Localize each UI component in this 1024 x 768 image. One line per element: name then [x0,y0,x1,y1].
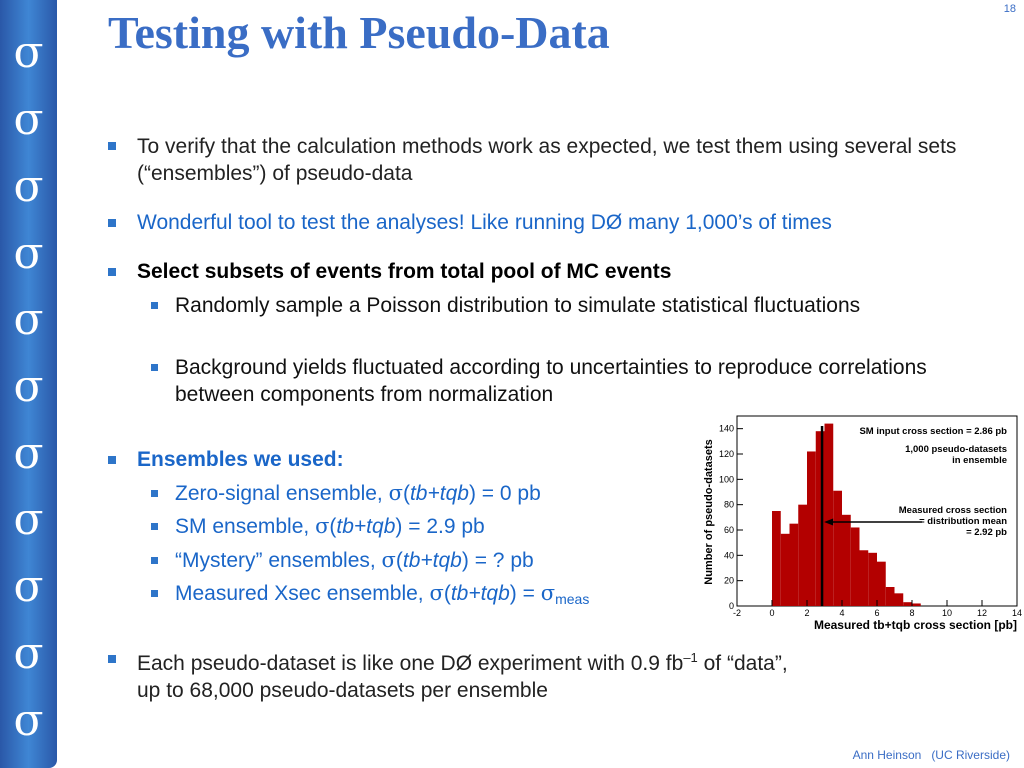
histogram-bar [860,550,869,606]
sub-bullet-background-yields: Background yields fluctuated according to uncertainties to reproduce correlations between components from normalization [175,356,927,406]
y-tick-label: 140 [718,423,734,434]
sub-bullet-square-icon [151,302,158,309]
x-tick-label: 10 [941,608,953,618]
ensemble-zero-signal: Zero-signal ensemble, σ(tb+tqb) = 0 pb [175,481,541,505]
sub-bullet-square-icon [151,490,158,497]
ensemble-mystery: “Mystery” ensembles, σ(tb+tqb) = ? pb [175,548,534,572]
histogram-bar [851,527,860,606]
page-number: 18 [1003,3,1016,15]
bullet-select-subsets: Select subsets of events from total pool of MC events [137,260,672,283]
bullet-pseudo-dataset-line1: Each pseudo-dataset is like one DØ experiment with 0.9 $fb^{-1}$ of “data”, [137,650,788,675]
sigma-icon: σ [13,628,44,679]
sub-bullet-square-icon [151,364,158,371]
sigma-icon: σ [13,695,44,746]
sigma-icon: σ [13,428,44,479]
x-tick-label: 8 [909,608,915,618]
sub-bullet-square-icon [151,557,158,564]
histogram-bar [895,593,904,606]
y-tick-label: 100 [718,474,734,485]
histogram-bar [772,511,781,606]
sigma-icon: σ [13,27,44,78]
histogram-bar [825,424,834,606]
y-tick-label: 20 [723,575,734,586]
footer [853,748,1010,762]
sigma-icon: σ [13,228,44,279]
y-tick-label: 0 [728,601,734,611]
bullet-wonderful-tool: Wonderful tool to test the analyses! Like running DØ many 1,000’s of times [137,211,832,234]
histogram-bar [781,534,790,606]
histogram-bar [842,515,851,606]
bullet-verify-methods: To verify that the calculation methods work as expected, we test them using several sets (“ensembles”) of pseudo-data [137,135,957,185]
histogram-bar [833,491,842,606]
sub-bullet-poisson: Randomly sample a Poisson distribution to simulate statistical fluctuations [175,294,861,317]
sigma-icon: σ [13,294,44,345]
x-tick-label: 4 [839,608,845,618]
sidebar-band [0,0,57,768]
slide-title: Testing with Pseudo-Data [108,7,610,58]
bullet-square-icon [108,655,116,663]
histogram-chart [697,412,1024,636]
histogram-bar [807,451,816,606]
y-tick-label: 40 [723,550,734,561]
bullet-square-icon [108,219,116,227]
histogram-bar [798,505,807,606]
sub-bullet-square-icon [151,523,158,530]
sigma-icon: σ [13,561,44,612]
x-tick-label: 12 [976,608,988,618]
annotation-mean-value: = 2.92 pb [966,527,1007,538]
bullet-square-icon [108,268,116,276]
sub-bullet-square-icon [151,590,158,597]
x-tick-label: -2 [732,608,742,618]
bullet-square-icon [108,456,116,464]
ensemble-sm: SM ensemble, σ(tb+tqb) = 2.9 pb [175,514,485,538]
sigma-icon: σ [13,94,44,145]
sigma-icon: σ [13,494,44,545]
annotation-distribution-mean: = distribution mean [919,516,1007,527]
y-tick-label: 80 [723,499,734,510]
histogram-bar [790,524,799,606]
y-axis-label: Number of pseudo-datasets [703,439,715,585]
footer-author: Ann Heinson [852,748,922,762]
x-tick-label: 2 [804,608,810,618]
sigma-icon: σ [13,361,44,412]
histogram-bar [903,602,912,606]
histogram-bar [868,553,877,606]
footer-institution: (UC Riverside) [931,748,1010,762]
annotation-sm-input: SM input cross section = 2.86 pb [859,426,1007,437]
x-tick-label: 0 [769,608,775,618]
bullet-ensembles-used: Ensembles we used: [137,448,344,471]
sigma-icon: σ [13,161,44,212]
x-axis-label: Measured tb+tqb cross section [pb] [813,618,1017,632]
bullet-square-icon [108,142,116,150]
y-tick-label: 120 [718,449,734,459]
annotation-in-ensemble: in ensemble [952,455,1007,466]
ensemble-measured-xsec: Measured Xsec ensemble, $\sigma(tb+tqb) = \sigma_{meas}$ [175,581,590,607]
histogram-bar [877,562,886,606]
annotation-measured-xsec: Measured cross section [898,505,1007,516]
annotation-pseudo-datasets: 1,000 pseudo-datasets [905,444,1007,455]
histogram-bar [886,587,895,606]
x-tick-label: 6 [874,608,880,618]
bullet-pseudo-dataset-line2: up to 68,000 pseudo-datasets per ensemble [137,679,548,702]
histogram-bar [912,603,921,606]
y-tick-label: 60 [723,525,734,535]
x-tick-label: 14 [1011,608,1023,618]
